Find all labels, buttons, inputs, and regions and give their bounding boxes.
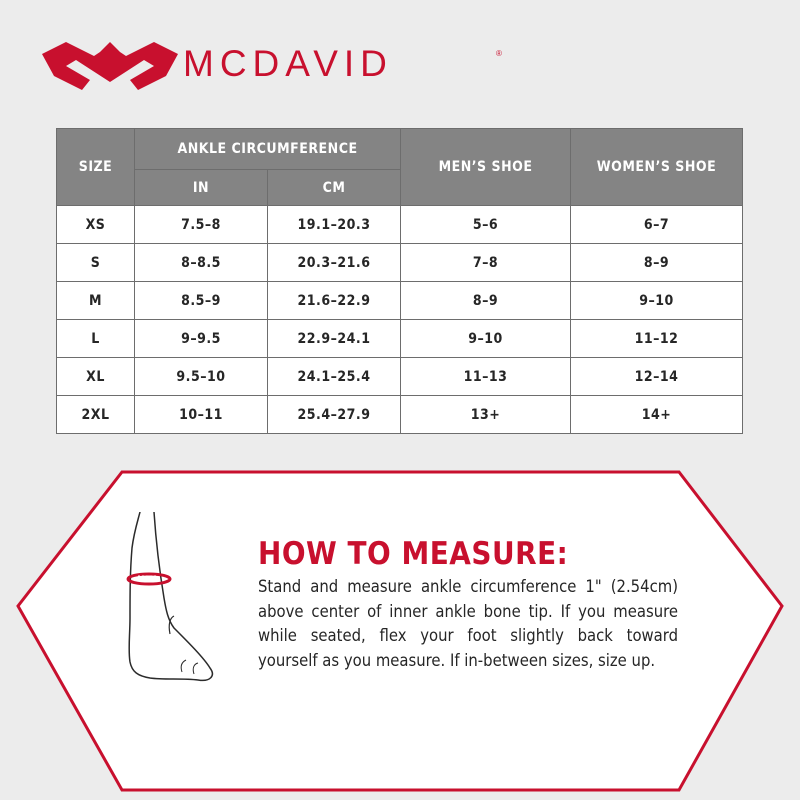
table-header-row: [57, 129, 743, 170]
cell-size: L: [57, 320, 135, 358]
table-row: [57, 320, 743, 358]
cell-cm: 25.4–27.9: [268, 396, 401, 434]
cell-womens: 12–14: [571, 358, 743, 396]
cell-in: 10–11: [135, 396, 268, 434]
mcdavid-logo-icon: [42, 40, 178, 90]
header-womens-shoe: WOMEN’S SHOE: [571, 129, 743, 206]
table-row: [57, 358, 743, 396]
cell-size: 2XL: [57, 396, 135, 434]
cell-mens: 13+: [401, 396, 571, 434]
cell-womens: 8–9: [571, 244, 743, 282]
cell-womens: 14+: [571, 396, 743, 434]
cell-in: 8.5–9: [135, 282, 268, 320]
header-mens-shoe: MEN’S SHOE: [401, 129, 571, 206]
cell-mens: 7–8: [401, 244, 571, 282]
cell-cm: 24.1–25.4: [268, 358, 401, 396]
table-row: [57, 282, 743, 320]
table-row: [57, 206, 743, 244]
registered-mark: ®: [496, 49, 502, 58]
table-row: [57, 396, 743, 434]
cell-mens: 5–6: [401, 206, 571, 244]
brand-name: MCDAVID: [183, 43, 393, 84]
cell-in: 9.5–10: [135, 358, 268, 396]
cell-in: 8–8.5: [135, 244, 268, 282]
cell-size: S: [57, 244, 135, 282]
cell-cm: 20.3–21.6: [268, 244, 401, 282]
header-ankle-circumference: ANKLE CIRCUMFERENCE: [135, 129, 401, 170]
header-in: IN: [135, 170, 268, 206]
cell-mens: 11–13: [401, 358, 571, 396]
header-size: SIZE: [57, 129, 135, 206]
size-chart-table: [56, 128, 743, 434]
brand-header: [42, 40, 522, 90]
how-to-measure-title: HOW TO MEASURE:: [258, 536, 569, 572]
cell-cm: 19.1–20.3: [268, 206, 401, 244]
cell-mens: 8–9: [401, 282, 571, 320]
cell-womens: 6–7: [571, 206, 743, 244]
cell-mens: 9–10: [401, 320, 571, 358]
cell-size: XS: [57, 206, 135, 244]
table-row: [57, 244, 743, 282]
cell-in: 7.5–8: [135, 206, 268, 244]
cell-cm: 21.6–22.9: [268, 282, 401, 320]
cell-size: M: [57, 282, 135, 320]
cell-cm: 22.9–24.1: [268, 320, 401, 358]
cell-womens: 11–12: [571, 320, 743, 358]
foot-measure-icon: [112, 512, 222, 682]
how-to-measure-text: Stand and measure ankle circumference 1" (2.54cm) above center of inner ankle bone tip. If you measure while seated, flex your foot slightly back toward yourself as you measure. If in-between sizes, size up.: [258, 577, 678, 670]
cell-in: 9–9.5: [135, 320, 268, 358]
header-cm: CM: [268, 170, 401, 206]
cell-size: XL: [57, 358, 135, 396]
cell-womens: 9–10: [571, 282, 743, 320]
